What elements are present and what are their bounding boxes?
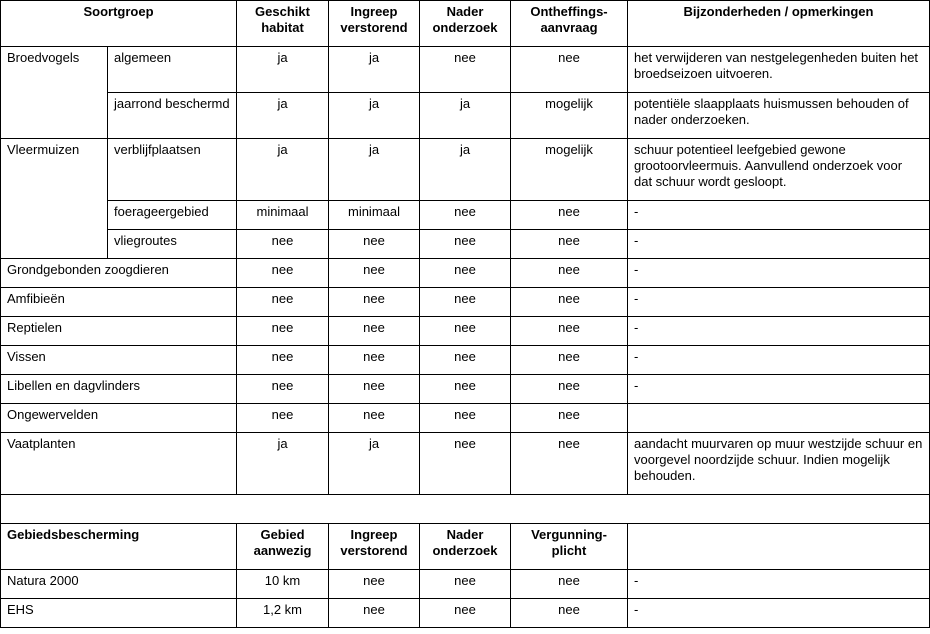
- header-gebied-aanwezig: Gebied aanwezig: [237, 524, 329, 570]
- table-row: [1, 570, 930, 599]
- table-row: [1, 139, 930, 201]
- subgroup-cell: algemeen: [108, 47, 237, 93]
- nader-cell: nee: [420, 201, 511, 230]
- table-row: [1, 375, 930, 404]
- table-row: [1, 346, 930, 375]
- table-row: [1, 599, 930, 628]
- ingreep-cell: nee: [329, 599, 420, 628]
- ontheffing-cell: nee: [511, 375, 628, 404]
- note-cell: -: [628, 201, 930, 230]
- group-vleermuizen: Vleermuizen: [1, 139, 108, 259]
- table-header-row: [1, 1, 930, 47]
- group-cell: Ongewervelden: [1, 404, 237, 433]
- note-cell: aandacht muurvaren op muur westzijde schuur en voorgevel noordzijde schuur. Indien mogelijk behouden.: [628, 433, 930, 495]
- table-row: [1, 433, 930, 495]
- gebied-cell: 1,2 km: [237, 599, 329, 628]
- subgroup-cell: vliegroutes: [108, 230, 237, 259]
- nader-cell: nee: [420, 317, 511, 346]
- note-cell: het verwijderen van nestgelegenheden buiten het broedseizoen uitvoeren.: [628, 47, 930, 93]
- nader-cell: nee: [420, 404, 511, 433]
- table-row: [1, 404, 930, 433]
- nader-cell: ja: [420, 93, 511, 139]
- ingreep-cell: ja: [329, 47, 420, 93]
- ingreep-cell: minimaal: [329, 201, 420, 230]
- subgroup-cell: foerageergebied: [108, 201, 237, 230]
- table-row: [1, 93, 930, 139]
- spacer-row: [1, 495, 930, 524]
- ontheffing-cell: mogelijk: [511, 139, 628, 201]
- ingreep-cell: nee: [329, 259, 420, 288]
- nader-cell: nee: [420, 433, 511, 495]
- ontheffing-cell: nee: [511, 259, 628, 288]
- header-nader-onderzoek-2: Nader onderzoek: [420, 524, 511, 570]
- habitat-cell: minimaal: [237, 201, 329, 230]
- group-cell: Grondgebonden zoogdieren: [1, 259, 237, 288]
- ingreep-cell: nee: [329, 288, 420, 317]
- note-cell: schuur potentieel leefgebied gewone grootoorvleermuis. Aanvullend onderzoek voor dat schuur wordt gesloopt.: [628, 139, 930, 201]
- ontheffing-cell: nee: [511, 201, 628, 230]
- gebied-cell: 10 km: [237, 570, 329, 599]
- nader-cell: ja: [420, 139, 511, 201]
- nader-cell: nee: [420, 288, 511, 317]
- habitat-cell: ja: [237, 433, 329, 495]
- note-cell: potentiële slaapplaats huismussen behouden of nader onderzoeken.: [628, 93, 930, 139]
- area-header-row: [1, 524, 930, 570]
- ingreep-cell: nee: [329, 404, 420, 433]
- note-cell: -: [628, 288, 930, 317]
- header-vergunningplicht: Vergunning-plicht: [511, 524, 628, 570]
- subgroup-cell: jaarrond beschermd: [108, 93, 237, 139]
- ontheffing-cell: mogelijk: [511, 93, 628, 139]
- ingreep-cell: nee: [329, 346, 420, 375]
- header-empty: [628, 524, 930, 570]
- table-row: [1, 259, 930, 288]
- note-cell: -: [628, 570, 930, 599]
- group-cell: Vissen: [1, 346, 237, 375]
- nader-cell: nee: [420, 259, 511, 288]
- ontheffing-cell: nee: [511, 288, 628, 317]
- note-cell: -: [628, 259, 930, 288]
- ingreep-cell: ja: [329, 93, 420, 139]
- habitat-cell: nee: [237, 317, 329, 346]
- group-cell: Amfibieën: [1, 288, 237, 317]
- note-cell: [628, 404, 930, 433]
- area-cell: Natura 2000: [1, 570, 237, 599]
- nader-cell: nee: [420, 375, 511, 404]
- group-cell: Reptielen: [1, 317, 237, 346]
- habitat-cell: nee: [237, 404, 329, 433]
- ingreep-cell: ja: [329, 139, 420, 201]
- ontheffing-cell: nee: [511, 230, 628, 259]
- note-cell: -: [628, 230, 930, 259]
- ingreep-cell: ja: [329, 433, 420, 495]
- habitat-cell: ja: [237, 93, 329, 139]
- vergunning-cell: nee: [511, 570, 628, 599]
- header-soortgroep: Soortgroep: [1, 1, 237, 47]
- habitat-cell: ja: [237, 139, 329, 201]
- area-cell: EHS: [1, 599, 237, 628]
- ontheffing-cell: nee: [511, 317, 628, 346]
- subgroup-cell: verblijfplaatsen: [108, 139, 237, 201]
- habitat-cell: nee: [237, 230, 329, 259]
- nader-cell: nee: [420, 346, 511, 375]
- table-row: [1, 47, 930, 93]
- group-cell: Vaatplanten: [1, 433, 237, 495]
- ontheffing-cell: nee: [511, 346, 628, 375]
- table-row: [1, 230, 930, 259]
- habitat-cell: nee: [237, 259, 329, 288]
- nader-cell: nee: [420, 599, 511, 628]
- note-cell: -: [628, 346, 930, 375]
- note-cell: -: [628, 317, 930, 346]
- header-nader-onderzoek: Nader onderzoek: [420, 1, 511, 47]
- header-gebiedsbescherming: Gebiedsbescherming: [1, 524, 237, 570]
- ontheffing-cell: nee: [511, 47, 628, 93]
- table-row: [1, 201, 930, 230]
- nader-cell: nee: [420, 230, 511, 259]
- nader-cell: nee: [420, 570, 511, 599]
- ontheffing-cell: nee: [511, 433, 628, 495]
- spacer-cell: [1, 495, 930, 524]
- group-cell: Libellen en dagvlinders: [1, 375, 237, 404]
- note-cell: -: [628, 375, 930, 404]
- vergunning-cell: nee: [511, 599, 628, 628]
- header-ingreep-verstorend: Ingreep verstorend: [329, 1, 420, 47]
- nader-cell: nee: [420, 47, 511, 93]
- habitat-cell: nee: [237, 288, 329, 317]
- header-bijzonderheden: Bijzonderheden / opmerkingen: [628, 1, 930, 47]
- habitat-cell: nee: [237, 346, 329, 375]
- header-geschikt-habitat: Geschikt habitat: [237, 1, 329, 47]
- table-row: [1, 317, 930, 346]
- note-cell: -: [628, 599, 930, 628]
- ontheffing-cell: nee: [511, 404, 628, 433]
- habitat-cell: ja: [237, 47, 329, 93]
- ingreep-cell: nee: [329, 317, 420, 346]
- header-ontheffingsaanvraag: Ontheffings-aanvraag: [511, 1, 628, 47]
- ingreep-cell: nee: [329, 570, 420, 599]
- header-ingreep-verstorend-2: Ingreep verstorend: [329, 524, 420, 570]
- ingreep-cell: nee: [329, 375, 420, 404]
- habitat-cell: nee: [237, 375, 329, 404]
- table-row: [1, 288, 930, 317]
- ingreep-cell: nee: [329, 230, 420, 259]
- group-broedvogels: Broedvogels: [1, 47, 108, 139]
